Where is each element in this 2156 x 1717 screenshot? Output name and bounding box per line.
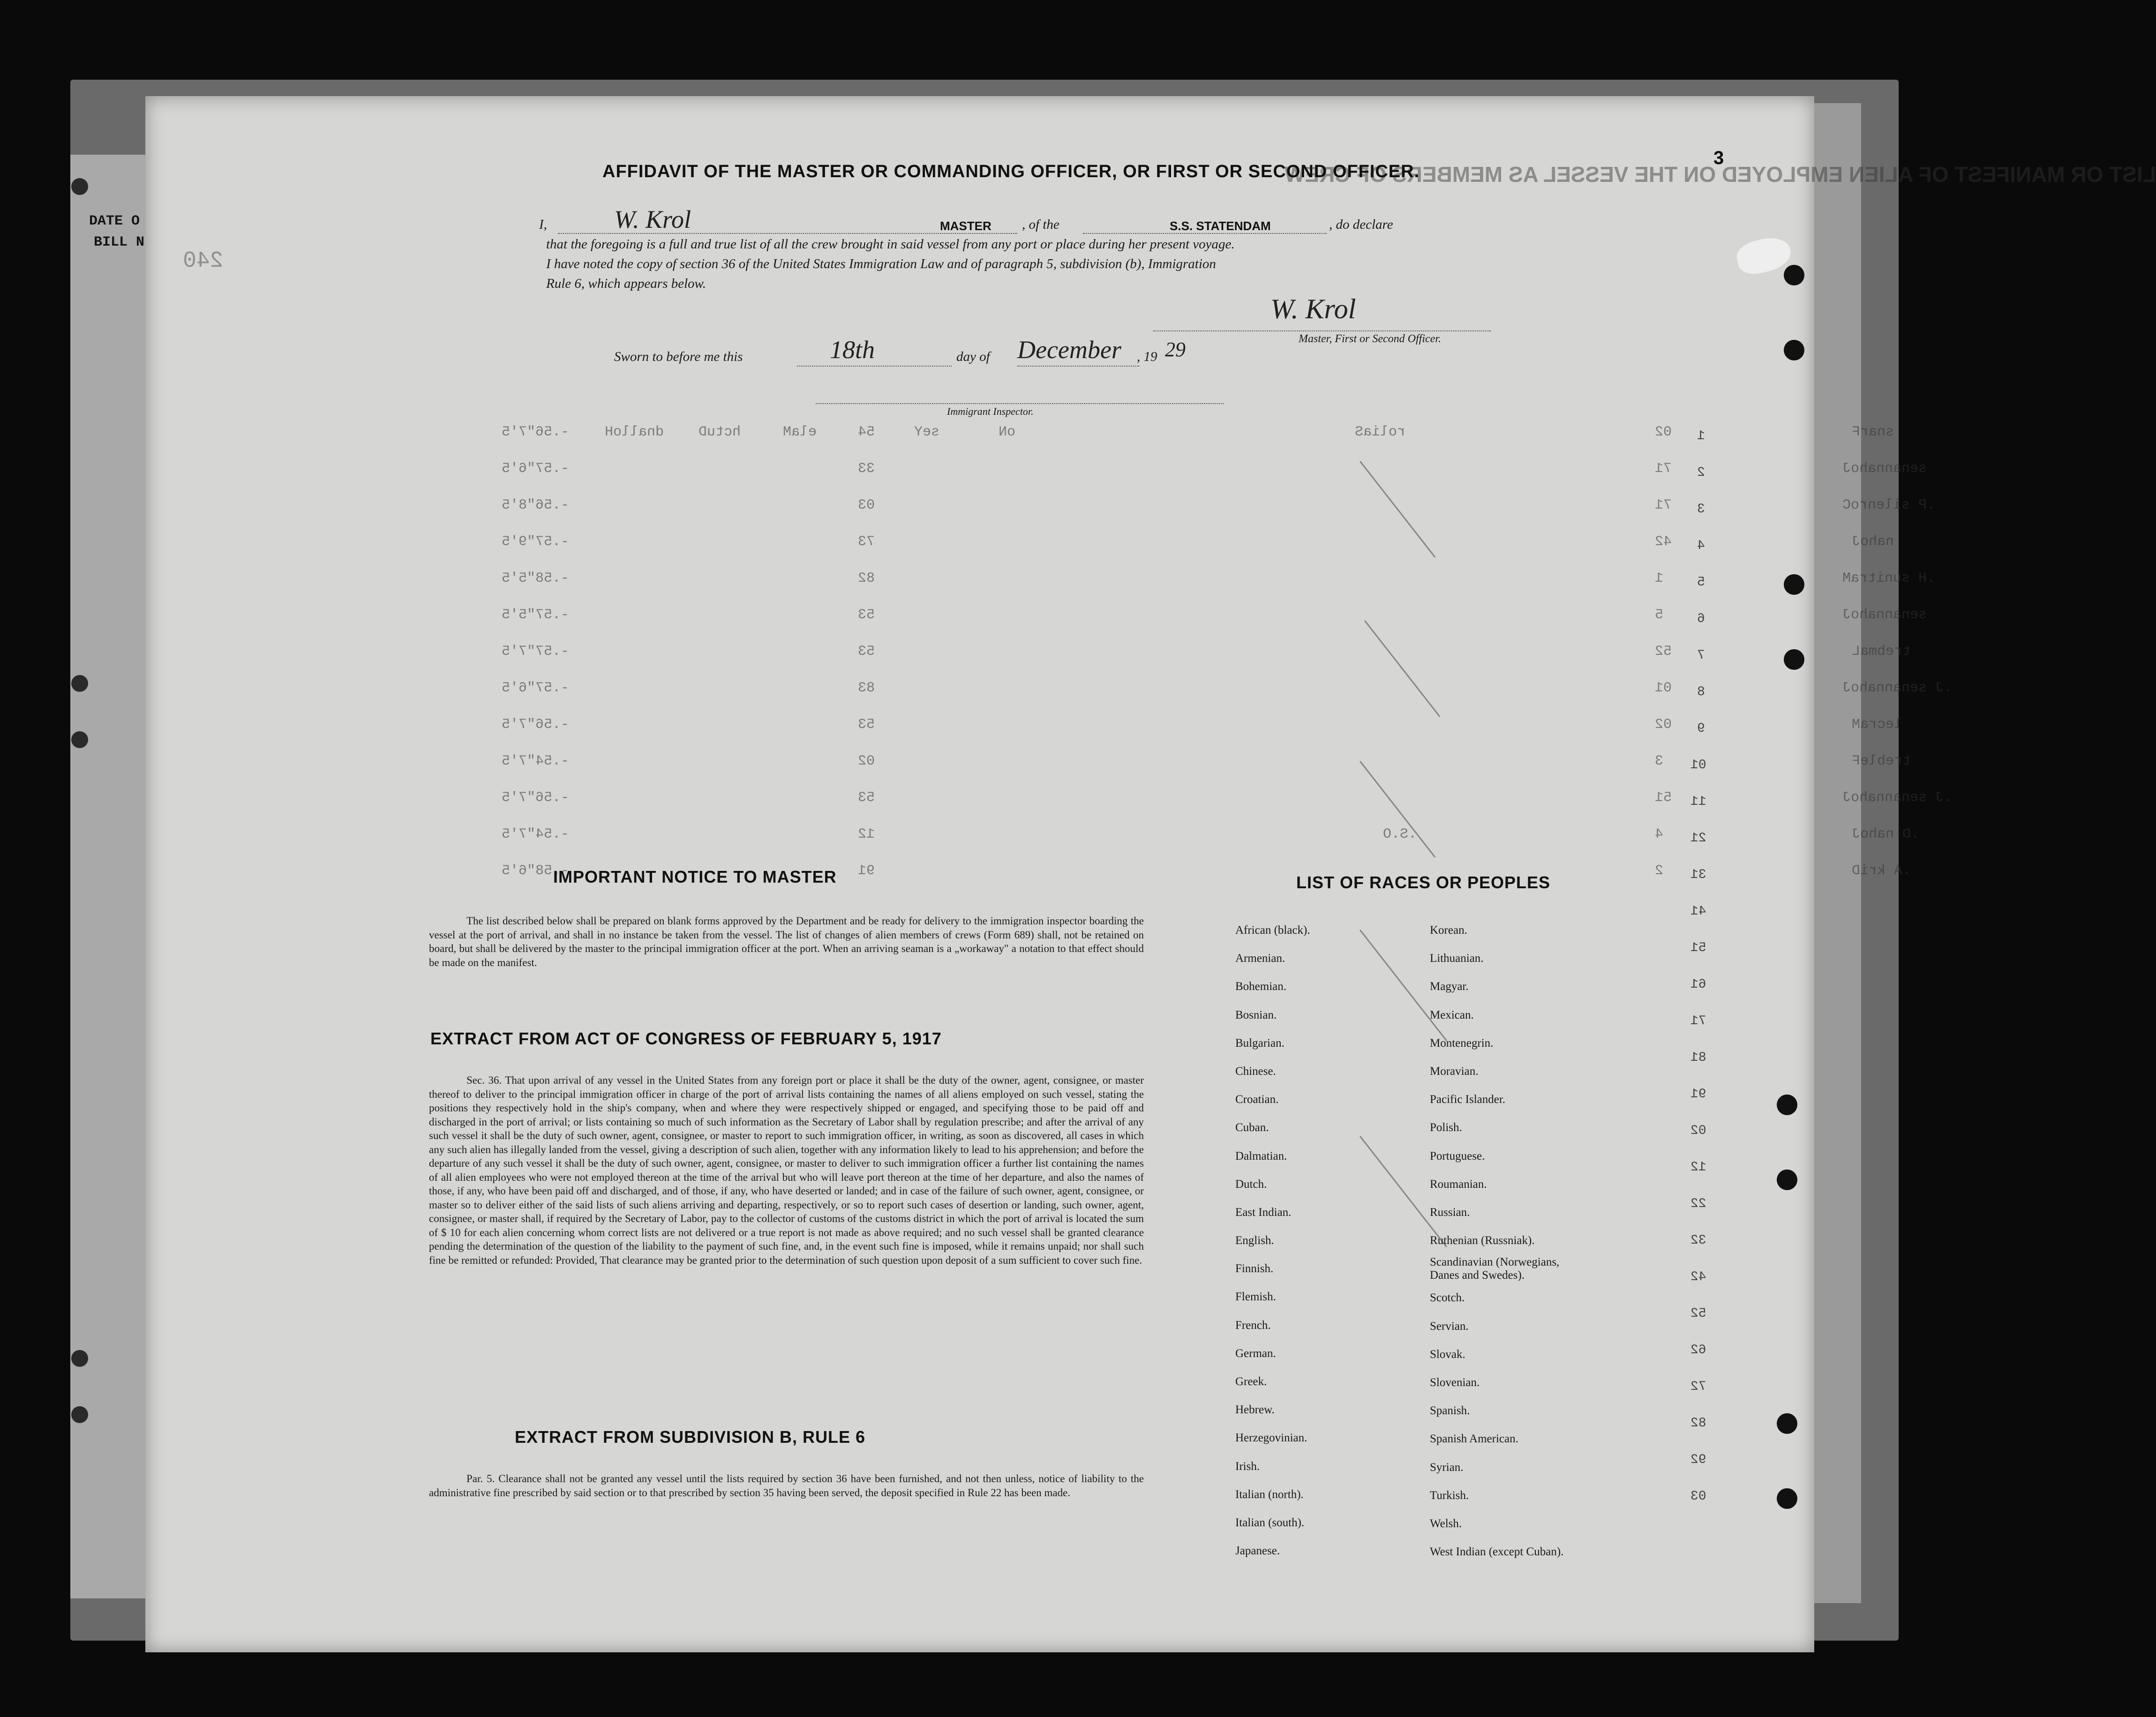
inspector-line — [816, 403, 1224, 404]
race-left-item: Cuban. — [1235, 1121, 1269, 1134]
race-right-item: Roumanian. — [1430, 1177, 1487, 1191]
race-right-item: Servian. — [1430, 1320, 1469, 1333]
master-signature: W. Krol — [1270, 293, 1356, 324]
vessel-name: S.S. STATENDAM — [1170, 219, 1271, 233]
race-right-item: Spanish American. — [1430, 1432, 1518, 1446]
notice-text: The list described below shall be prepared on blank forms approved by the Department and be ready for delivery to the immigration inspector boarding the vessel at the port of arrival, and shall in no instance be taken from the vessel. The list of changes of alien members of crews (Form 689) shall, not be retained on board, but shall be delivered by the master to the principal immigration officer at the port. When an arriving seaman is a „workaway" a notation to that effect should be made on the manifest. — [429, 915, 1144, 968]
extract-act-heading: EXTRACT FROM ACT OF CONGRESS OF FEBRUARY 5, 1917 — [430, 1029, 942, 1048]
race-left-item: Japanese. — [1235, 1545, 1280, 1558]
extract-act-text: Sec. 36. That upon arrival of any vessel in the United States from any foreign port or place it shall be the duty of the owner, agent, consignee, or master thereof to deliver to the principal immigration officer in charge of the port of arrival lists containing the names of all aliens employed on such vessel, stating the positions they respectively hold in the ship's company, when and where they were respectively shipped or engaged, and specifying those to be paid off and discharged in the port of arrival; or lists containing so much of such information as the Secretary of Labor shall by regulation prescribe; and after the arrival of any such vessel it shall be the duty of such owner, agent, consignee, or master to report to such immigration officer, in writing, as soon as discovered, all cases in which any such alien has illegally landed from the vessel, giving a description of such alien, together with any information likely to lead to his apprehension; and before the departure of any such vessel it shall be the duty of such owner, agent, consignee, or master to deliver to such immigration officer a further list containing the names of all alien employees who were not employed thereon at the time of the arrival but who will leave port thereon at the time of her departure, and also the names of those, if any, who have been paid off and discharged, and of those, if any, who have deserted or landed; and in case of the failure of such owner, agent, consignee, or master so to deliver either of the said lists of such aliens arriving and departing, respectively, or so to report such cases of desertion or landing, such owner, agent, consignee, or master shall, if required by the Secretary of Labor, pay to the collector of customs of the customs district in which the port of arrival is located the sum of $ 10 for each alien concerning whom correct lists are not delivered or a true report is not made as above required; and no such vessel shall be granted clearance pending the determination of the question of the liability to the payment of such fine, and, in the event such fine is imposed, while it remains unpaid; nor shall such fine be remitted or refunded: Provided, That clearance may be granted prior to the determination of such question upon deposit of a sum sufficient to cover such fine. — [429, 1074, 1144, 1266]
races-title: LIST OF RACES OR PEOPLES — [1296, 873, 1551, 892]
race-left-item: Armenian. — [1235, 952, 1285, 965]
binder-hole — [1784, 340, 1804, 360]
race-right-item: Syrian. — [1430, 1461, 1464, 1474]
race-left-item: French. — [1235, 1319, 1271, 1332]
affidavit-line3: I have noted the copy of section 36 of the United States Immigration Law and of paragraph 5, subdivision (b), Immigration — [546, 256, 1216, 271]
race-right-item: Spanish. — [1430, 1404, 1470, 1417]
race-right-item: Scotch. — [1430, 1291, 1465, 1305]
affidavit-line2: that the foregoing is a full and true list of all the crew brought in said vessel from any port or place during her present voyage. — [546, 237, 1235, 252]
sworn-year: 29 — [1165, 338, 1186, 361]
sworn-prefix: Sworn to before me this — [614, 349, 743, 364]
race-right-item: Pacific Islander. — [1430, 1093, 1506, 1106]
race-right-item: Slovenian. — [1430, 1376, 1480, 1389]
slip-bill-label: BILL N — [94, 234, 145, 250]
race-left-item: Chinese. — [1235, 1065, 1276, 1078]
race-left-item: Herzegovinian. — [1235, 1432, 1307, 1445]
binder-hole — [71, 675, 88, 692]
notice-heading: IMPORTANT NOTICE TO MASTER — [553, 867, 837, 886]
sworn-day: 18th — [830, 336, 875, 364]
extract-rule-text: Par. 5. Clearance shall not be granted any vessel until the lists required by section 36 have been furnished, and not then unless, notice of liability to the administrative fine prescribed by said section or to that prescribed by section 35 having been served, the deposit specified in Rule 22 has been made. — [429, 1473, 1144, 1499]
binder-hole — [1777, 1170, 1797, 1190]
bleed-through-number: 240 — [183, 248, 224, 274]
race-left-item: Bulgarian. — [1235, 1036, 1285, 1050]
binder-hole — [1777, 1413, 1797, 1434]
race-left-item: Italian (north). — [1235, 1488, 1304, 1501]
binder-hole — [71, 178, 88, 195]
race-left-item: Hebrew. — [1235, 1403, 1275, 1417]
race-left-item: Italian (south). — [1235, 1516, 1305, 1529]
binder-hole — [71, 1350, 88, 1367]
race-left-item: German. — [1235, 1347, 1276, 1360]
race-left-item: Bohemian. — [1235, 980, 1287, 993]
sworn-year-prefix: , 19 — [1137, 349, 1157, 364]
race-left-item: Greek. — [1235, 1375, 1267, 1388]
race-right-item: Russian. — [1430, 1206, 1470, 1219]
inspector-caption: Immigrant Inspector. — [947, 405, 1034, 417]
race-right-item: Mexican. — [1430, 1008, 1474, 1021]
master-name-handwritten: W. Krol — [614, 205, 691, 233]
race-right-item: Korean. — [1430, 924, 1467, 937]
signature-caption: Master, First or Second Officer. — [1299, 333, 1441, 345]
sworn-day-of: day of — [956, 349, 990, 364]
slip-date-label: DATE O — [89, 213, 140, 229]
race-left-item: East Indian. — [1235, 1206, 1292, 1219]
race-right-item: Magyar. — [1430, 980, 1469, 993]
race-right-item: Moravian. — [1430, 1065, 1479, 1078]
race-left-item: English. — [1235, 1234, 1274, 1247]
extract-rule-heading: EXTRACT FROM SUBDIVISION B, RULE 6 — [515, 1427, 866, 1447]
affidavit-i: I, — [539, 217, 547, 232]
race-right-item: Welsh. — [1430, 1517, 1462, 1530]
master-title: MASTER — [940, 219, 992, 233]
binder-hole — [1777, 1095, 1797, 1115]
race-right-item: Lithuanian. — [1430, 952, 1484, 965]
affidavit-line4: Rule 6, which appears below. — [546, 276, 706, 291]
race-right-item: Slovak. — [1430, 1348, 1465, 1361]
affidavit-of-the: , of the — [1022, 217, 1059, 232]
race-left-item: Bosnian. — [1235, 1008, 1277, 1021]
race-right-item: Portuguese. — [1430, 1149, 1485, 1162]
race-left-item: African (black). — [1235, 924, 1310, 937]
race-left-item: Irish. — [1235, 1460, 1260, 1473]
signature-line — [1153, 330, 1491, 331]
sworn-month: December — [1017, 336, 1121, 364]
race-right-item: Scandinavian (Norwegians, Danes and Swedes). — [1430, 1256, 1560, 1282]
race-right-item: Turkish. — [1430, 1489, 1469, 1502]
race-left-item: Finnish. — [1235, 1262, 1274, 1275]
binder-hole — [71, 1406, 88, 1423]
binder-hole — [71, 731, 88, 748]
race-left-item: Dalmatian. — [1235, 1149, 1287, 1162]
underlying-sheet-edge — [1810, 103, 1861, 1603]
races-right-column — [1430, 916, 1589, 1566]
race-right-item: Montenegrin. — [1430, 1036, 1494, 1050]
binder-hole — [1777, 1488, 1797, 1509]
races-left-column — [1235, 916, 1310, 1565]
race-right-item: West Indian (except Cuban). — [1430, 1545, 1564, 1559]
bleed-through-heading: LIST OR MANIFEST OF ALIEN EMPLOYED ON THE VESSEL AS MEMBERS OF CREW — [1285, 162, 2156, 187]
sworn-month-line — [1017, 366, 1139, 367]
affidavit-heading: AFFIDAVIT OF THE MASTER OR COMMANDING OFFICER, OR FIRST OR SECOND OFFICER. — [602, 162, 1420, 181]
affidavit-do-declare: , do declare — [1329, 217, 1393, 232]
binder-hole — [1784, 574, 1804, 595]
race-left-item: Flemish. — [1235, 1290, 1276, 1304]
race-right-item: Ruthenian (Russniak). — [1430, 1234, 1535, 1247]
sworn-day-line — [797, 366, 952, 367]
bottom-faint-label — [863, 1643, 865, 1655]
race-left-item: Croatian. — [1235, 1093, 1279, 1106]
race-right-item: Polish. — [1430, 1121, 1462, 1134]
document-sheet: LIST OR MANIFEST OF ALIEN EMPLOYED ON THE VESSEL AS MEMBERS OF CREW 240 -.56"7'5 dnalloH hctuD elaM 54 seY oN roliaS 02 snarF -.57"6'5 33 71 senannahoJ -.56"8'5 03 71 .P silenroC -.57"9'5 73 42 nahoJ -.58"5'5 82 1 .H sunitraM -.57"5'5 53 5 senannahoJ -.57"7'5 53 52 trebmaL -.57"6'5 83 01 .J senannahoJ -.56"7'5 53 02 lecraM -.54"7'5 02 3 trebleF -.56"7'5 53 51 .J senannahoJ -.54"7'5 12 .S.O 4 .D nahoJ -.58"6'5 91 2 .A kriD 1 2 3 4 5 6 7 8 9 01 11 21 31 41 51 61 71 81 91 02 12 22 32 42 52 62 72 82 92 03 3 AFFIDAVIT OF THE MASTER OR COMMANDING OFFICER, OR FIRST OR SECOND OFFICER. I, W. Krol MASTER , of the S.S. STATENDAM , do declare that the foregoing is a full and true list of all the crew brought in said vessel from any port or place during her present voyage. I have noted the copy of section 36 of the United States Immigration Law and of paragraph 5, subdivision (b), Immigration Rule 6, which appears below. W. Krol Master, First or Second Officer. Sworn to before me this 18th day of December , 19 29 Immigrant Inspector. IMPORTANT NOTICE TO MASTER The list described below shall be prepared on blank forms approved by the Department and be ready for delivery to the immigration inspector boarding the vessel at the port of arrival, and shall in no instance be taken from the vessel. The list of changes of alien members of crews (Form 689) shall, not be retained on board, but shall be delivered by the master to the principal immigration officer at the port. When an arriving seaman is a „workaway" a notation to that effect should be made on the manifest. EXTRACT FROM ACT OF CONGRESS OF FEBRUARY 5, 1917 Sec. 36. That upon arrival of any vessel in the United States from any foreign port or place it shall be the duty of the owner, agent, consignee, or master thereof to deliver to the principal immigration officer in charge of the port of arrival lists containing the names of all aliens employed on such vessel, stating the positions they respectively hold in the ship's company, when and where they were respectively shipped or engaged, and specifying those to be paid off and discharged in the port of arrival; or lists containing so much of such information as the Secretary of Labor shall by regulation prescribe; and after the arrival of any such vessel it shall be the duty of such owner, agent, consignee, or master to report to such immigration officer, in writing, as soon as discovered, all cases in which any such alien has illegally landed from the vessel, giving a description of such alien, together with any information likely to lead to his apprehension; and before the departure of any such vessel it shall be the duty of such owner, agent, consignee, or master to deliver to such immigration officer a further list containing the names of all alien employees who were not employed thereon at the time of the arrival but who will leave port thereon at the time of her departure, and also the names of those, if any, who have been paid off and discharged, and of those, if any, who have deserted or landed; and in case of the failure of such owner, agent, consignee, or master so to deliver either of the said lists of such aliens arriving and departing, respectively, or so to report such cases of desertion or landing, such owner, agent, consignee, or master shall, if required by the Secretary of Labor, pay to the collector of customs of the customs district in which the port of arrival is located the sum of $ 10 for each alien concerning whom correct lists are not delivered or a true report is not made as above required; and no such vessel shall be granted clearance pending the determination of the question of the liability to the payment of such fine, and, in the event such fine is imposed, while it remains unpaid; nor shall such fine be remitted or refunded: Provided, That clearance may be granted prior to the determination of such question upon deposit of a sum sufficient to cover such fine. EXTRACT FROM SUBDIVISION B, RULE 6 Par. 5. Clearance shall not be granted any vessel until the lists required by section 36 have been furnished, and not then unless, notice of liability to the administrative fine prescribed by said section or to that prescribed by section 35 having been served, the deposit specified in Rule 22 has been made. LIST OF RACES OR PEOPLES African (black). Armenian. Bohemian. Bosnian. Bulgarian. Chinese. Croatian. Cuban. Dalmatian. Dutch. East Indian. English. Finnish. Flemish. French. German. Greek. Hebrew. Herzegovinian. Irish. Italian (north). Italian (south). Japanese. Korean. Lithuanian. Magyar. Mexican. Montenegrin. Moravian. Pacific Islander. Polish. Portuguese. Roumanian. Russian. Ruthenian (Russniak). Scandinavian (Norwegians, Danes and Swedes). Scotch. Servian. Slovak. Slovenian. Spanish. Spanish American. Syrian. Turkish. Welsh. West Indian (except Cuban). — [145, 96, 1814, 1652]
binder-hole — [1784, 265, 1804, 285]
race-left-item: Dutch. — [1235, 1177, 1267, 1191]
binder-hole — [1784, 649, 1804, 670]
sheet-number: 3 — [1713, 148, 1725, 168]
